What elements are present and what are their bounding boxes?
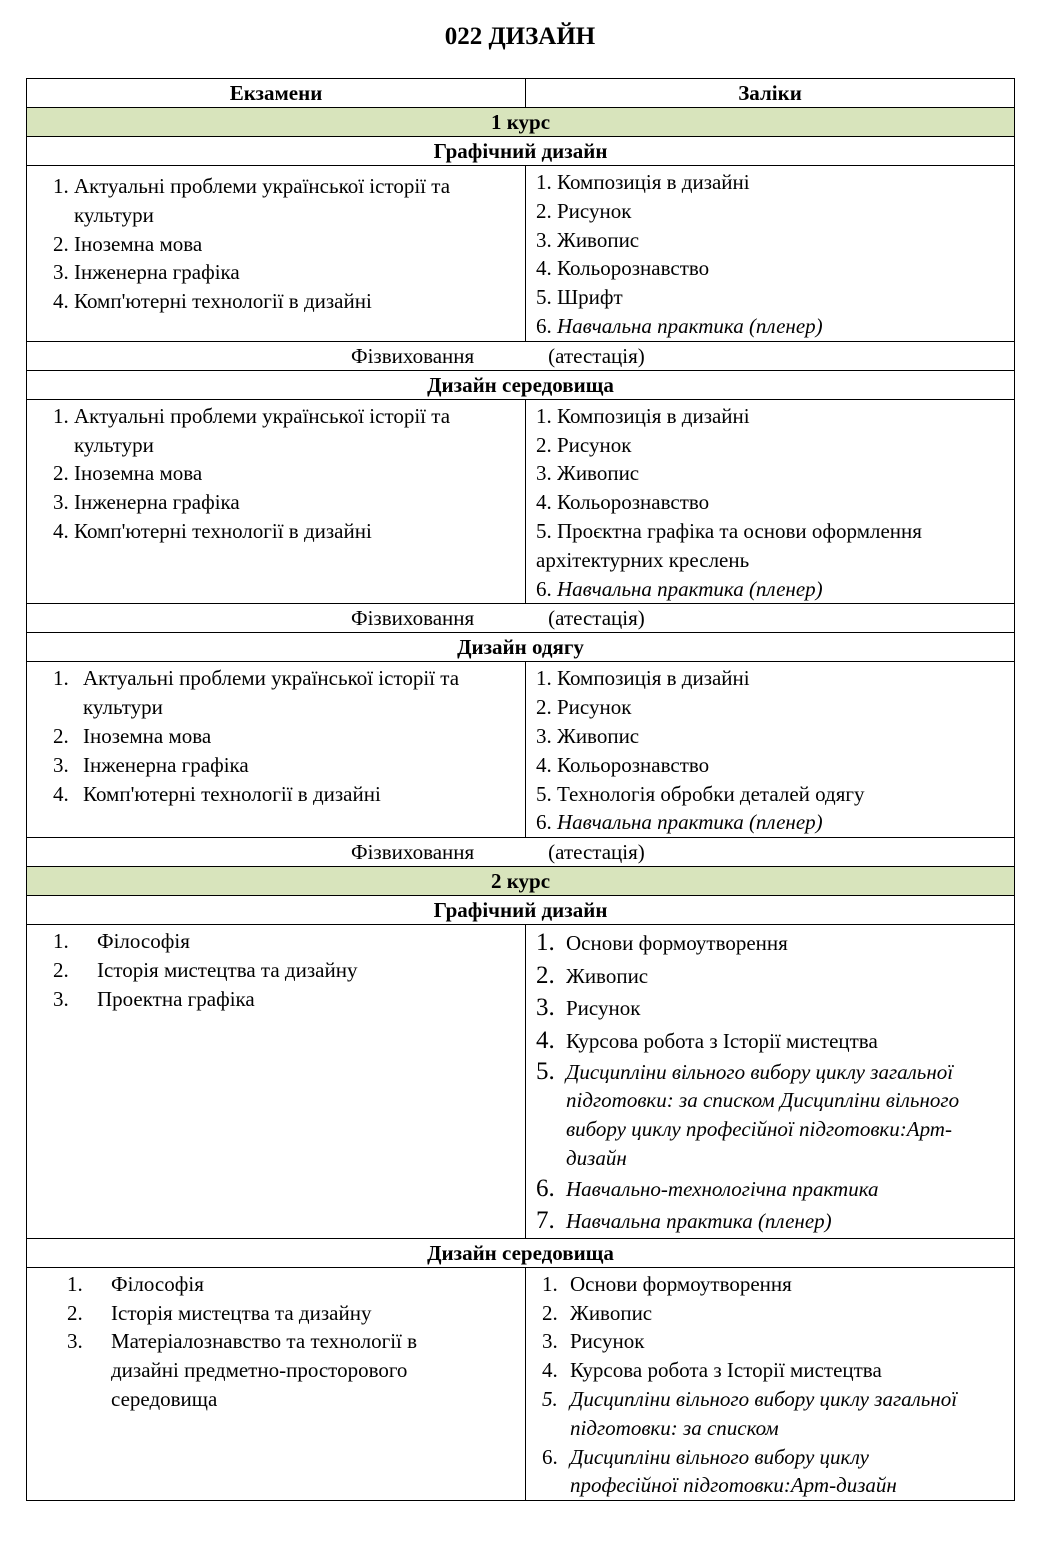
phys-ed-row <box>27 341 1015 370</box>
credit-item: 6. Дисципліни вільного вибору циклу професійної підготовки:Арт-дизайн <box>542 1444 897 1498</box>
exams-cell <box>27 1267 526 1500</box>
exam-item: 2. Історія мистецтва та дизайну <box>67 1300 372 1325</box>
credit-item: 6. Навчально-технологічна практика <box>536 1174 879 1202</box>
specialty-name: Дизайн середовища <box>27 370 1015 399</box>
exam-item: 3. Матеріалознавство та технології в дизайні предметно-просторового середовища <box>67 1329 418 1412</box>
specialty-row <box>27 137 1015 166</box>
credit-item: 1. Основи формоутворення <box>536 929 788 957</box>
credit-item: 3. Живопис <box>536 723 640 748</box>
credit-item: 1. Композиція в дизайні <box>536 666 750 691</box>
specialty-name: Дизайн середовища <box>27 1238 1015 1267</box>
course-label: 2 курс <box>27 867 1015 896</box>
specialty-name: Графічний дизайн <box>27 137 1015 166</box>
specialty-name: Дизайн одягу <box>27 633 1015 662</box>
credit-item: 7. Навчальна практика (пленер) <box>536 1207 832 1235</box>
course-row-1 <box>27 108 1015 137</box>
header-credits: Заліки <box>526 79 1015 108</box>
exam-item: 1. Актуальні проблеми української історії та культури <box>53 403 451 457</box>
credit-item: 2. Рисунок <box>536 198 632 223</box>
credits-cell <box>526 1267 1015 1500</box>
subjects-row <box>27 925 1015 1239</box>
credit-item: 4. Кольорознавство <box>536 256 710 281</box>
exam-item: 1. Філософія <box>67 1271 204 1296</box>
exams-cell <box>27 662 526 838</box>
document-title: 022 ДИЗАЙН <box>444 23 596 50</box>
exam-item: 1. Актуальні проблеми української історії та культури <box>53 666 460 720</box>
phys-ed-note: (атестація) <box>548 606 645 631</box>
schedule-table <box>26 78 1015 1501</box>
exam-item: 4. Комп'ютерні технології в дизайні <box>53 518 372 543</box>
credit-item: 5. Технологія обробки деталей одягу <box>536 781 865 806</box>
subjects-row <box>27 166 1015 342</box>
exam-item: 2. Історія мистецтва та дизайну <box>53 957 358 982</box>
specialty-row <box>27 633 1015 662</box>
specialty-row <box>27 1238 1015 1267</box>
credit-item: 3. Живопис <box>536 227 640 252</box>
exam-item: 1. Актуальні проблеми української історії та культури <box>53 174 451 227</box>
credit-item: 1. Основи формоутворення <box>542 1271 792 1296</box>
subjects-row <box>27 1267 1015 1500</box>
credit-item: 5. Шрифт <box>536 285 623 310</box>
phys-ed-label: Фізвиховання <box>351 840 475 865</box>
exams-cell <box>27 399 526 604</box>
phys-ed-label: Фізвиховання <box>351 343 475 368</box>
subjects-row <box>27 662 1015 838</box>
credit-item: 3. Рисунок <box>542 1329 645 1354</box>
specialty-row <box>27 370 1015 399</box>
credit-item: 1. Композиція в дизайні <box>536 403 750 428</box>
exam-item: 2. Іноземна мова <box>53 231 203 256</box>
exam-item: 2. Іноземна мова <box>53 461 203 486</box>
credit-item: 2. Рисунок <box>536 432 632 457</box>
credit-item: 5. Дисципліни вільного вибору циклу загальної підготовки: за списком <box>542 1387 958 1440</box>
phys-ed-note: (атестація) <box>548 840 645 865</box>
subjects-row <box>27 399 1015 604</box>
credit-item: 4. Кольорознавство <box>536 490 710 515</box>
credits-cell <box>526 662 1015 838</box>
exam-item: 1. Філософія <box>53 929 190 954</box>
credit-item: 2. Живопис <box>542 1300 653 1325</box>
credit-item: 5. Дисципліни вільного вибору циклу загальної підготовки: за списком Дисципліни вільного вибору циклу професійної підготовки:Арт-дизайн <box>536 1057 960 1170</box>
credit-item: 6. Навчальна практика (пленер) <box>536 313 823 338</box>
exam-item: 3. Проектна графіка <box>53 986 255 1011</box>
header-exams: Екзамени <box>27 79 526 108</box>
exams-cell <box>27 925 526 1239</box>
phys-ed-row <box>27 838 1015 867</box>
header-row <box>27 79 1015 108</box>
credit-item: 4. Курсова робота з Історії мистецтва <box>536 1026 878 1054</box>
credit-item: 2. Живопис <box>536 961 649 989</box>
credit-item: 3. Рисунок <box>536 994 641 1022</box>
credits-cell <box>526 925 1015 1239</box>
exam-item: 3. Інженерна графіка <box>53 490 240 515</box>
credit-item: 6. Навчальна практика (пленер) <box>536 576 823 601</box>
exam-item: 3. Інженерна графіка <box>53 752 249 777</box>
credit-item: 5. Проєктна графіка та основи оформлення архітектурних креслень <box>536 518 922 572</box>
phys-ed-row <box>27 604 1015 633</box>
credits-cell <box>526 399 1015 604</box>
credit-item: 1. Композиція в дизайні <box>536 170 750 194</box>
credit-item: 4. Кольорознавство <box>536 752 710 777</box>
credits-cell <box>526 166 1015 342</box>
credit-item: 6. Навчальна практика (пленер) <box>536 810 823 835</box>
specialty-row <box>27 896 1015 925</box>
phys-ed-note: (атестація) <box>548 343 645 368</box>
phys-ed-label: Фізвиховання <box>351 606 475 631</box>
course-label: 1 курс <box>27 108 1015 137</box>
credit-item: 2. Рисунок <box>536 695 632 720</box>
course-row-2 <box>27 867 1015 896</box>
credit-item: 3. Живопис <box>536 461 640 486</box>
credit-item: 4. Курсова робота з Історії мистецтва <box>542 1358 882 1383</box>
exams-cell <box>27 166 526 342</box>
specialty-name: Графічний дизайн <box>27 896 1015 925</box>
exam-item: 4. Комп'ютерні технології в дизайні <box>53 289 372 314</box>
exam-item: 2. Іноземна мова <box>53 723 212 748</box>
exam-item: 4. Комп'ютерні технології в дизайні <box>53 781 381 806</box>
exam-item: 3. Інженерна графіка <box>53 260 240 285</box>
